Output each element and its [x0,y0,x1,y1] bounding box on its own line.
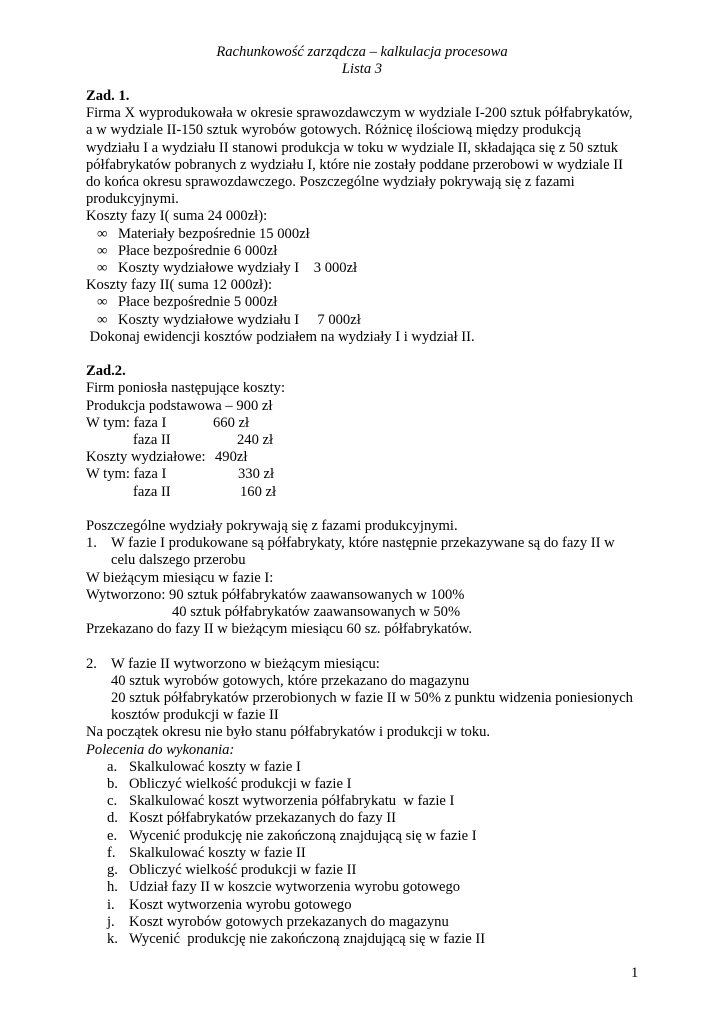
paragraph-line: Firm poniosła następujące koszty: [86,380,286,397]
task-letter: d. [107,810,118,827]
cost-label: W tym: faza I [86,466,167,483]
paragraph-line: W bieżącym miesiącu w fazie I: [86,569,274,586]
paragraph-line: kosztów produkcji w fazie II [111,707,279,724]
cost-row [86,432,646,449]
task-list-item [86,862,646,879]
list-item-text: Materiały bezpośrednie 15 000zł [118,225,310,242]
paragraph-line: do końca okresu sprawozdawczego. Poszczególne wydziały pokrywają się z fazami [86,174,575,191]
task-text: Obliczyć wielkość produkcji w fazie II [129,862,357,879]
task-letter: a. [107,758,118,775]
task-letter: b. [107,776,118,793]
cost-value: 490zł [215,449,248,466]
task-text: Udział fazy II w koszcie wytworzenia wyrobu gotowego [129,879,461,896]
task-letter: g. [107,862,118,879]
task-list-item [86,793,646,810]
infinity-bullet-icon: ∞ [97,225,108,242]
task-text: Skalkulować koszty w fazie II [129,844,306,861]
phase-1-costs-heading: Koszty fazy I( suma 24 000zł): [86,208,268,225]
task-list-item [86,879,646,896]
cost-row [86,484,646,501]
task-list-item [86,810,646,827]
cost-value: 160 zł [240,483,277,500]
cost-label: faza II [133,432,171,449]
paragraph-line: Firma X wyprodukowała w okresie sprawozdawczym w wydziale I-200 sztuk półfabrykatów, [86,105,633,122]
list-item [86,260,646,277]
list-item [86,312,646,329]
list-item-text: Koszty wydziałowe wydziału I 7 000zł [118,311,361,328]
paragraph-line: a w wydziale II-150 sztuk wyrobów gotowych. Różnicę ilościową między produkcją [86,122,581,139]
cost-row [86,415,646,432]
cost-label: W tym: faza I [86,414,167,431]
cost-row [86,466,646,483]
page-header [0,44,724,78]
list-item-text: Płace bezpośrednie 6 000zł [118,242,278,259]
task-letter: e. [107,827,118,844]
task-letter: f. [107,844,116,861]
paragraph-line: Poszczególne wydziały pokrywają się z fazami produkcyjnymi. [86,518,458,535]
task-text: Koszt wytworzenia wyrobu gotowego [129,896,352,913]
item-text: W fazie II wytworzono w bieżącym miesiącu: [111,655,380,672]
task-letter: k. [107,930,118,947]
cost-label: faza II [133,483,171,500]
task-list-item [86,776,646,793]
task-letter: h. [107,879,118,896]
infinity-bullet-icon: ∞ [97,311,108,328]
task-list-item [86,914,646,931]
spacer [86,501,646,518]
paragraph-line: produkcyjnymi. [86,191,179,208]
infinity-bullet-icon: ∞ [97,242,108,259]
task-list [86,759,646,948]
document-body [86,88,646,948]
paragraph-line: 20 sztuk półfabrykatów przerobionych w fazie II w 50% z punktu widzenia poniesionych [111,690,633,707]
document-title: Rachunkowość zarządcza – kalkulacja procesowa [216,44,508,60]
task-text: Obliczyć wielkość produkcji w fazie I [129,776,352,793]
task-text: Skalkulować koszty w fazie I [129,758,301,775]
paragraph-line: wydziału I a wydziału II stanowi produkcja w toku w wydziale II, składająca się z 50 sztuk [86,139,619,156]
cost-label: Koszty wydziałowe: [86,449,206,466]
list-item [86,243,646,260]
cost-value: 660 zł [213,414,250,431]
paragraph-line: Wytworzono: 90 sztuk półfabrykatów zaawansowanych w 100% [86,586,465,603]
infinity-bullet-icon: ∞ [97,294,108,311]
paragraph-line: 40 sztuk półfabrykatów zaawansowanych w 50% [172,604,461,621]
task-text: Skalkulować koszt wytworzenia półfabrykatu w fazie I [129,793,455,810]
document-subtitle: Lista 3 [341,61,383,78]
task-text: Koszt półfabrykatów przekazanych do fazy II [129,810,397,827]
task-text: Wycenić produkcję nie zakończoną znajdującą się w fazie II [129,930,486,947]
paragraph-line: półfabrykatów pobranych z wydziału I, które nie zostały poddane przerobowi w wydziale II [86,156,623,173]
task-letter: j. [107,913,115,930]
task-letter: i. [107,896,115,913]
paragraph-line: Przekazano do fazy II w bieżącym miesiącu 60 sz. półfabrykatów. [86,621,473,638]
task-letter: c. [107,793,118,810]
item-number: 2. [86,655,97,672]
task-text: Koszt wyrobów gotowych przekazanych do magazynu [129,913,449,930]
page-number: 1 [631,965,639,981]
paragraph-line: Na początek okresu nie było stanu półfabrykatów i produkcji w toku. [86,724,491,741]
task-1-heading: Zad. 1. [86,88,130,104]
task-list-item [86,845,646,862]
numbered-item [86,656,646,673]
item-number: 1. [86,535,97,552]
cost-row [86,449,646,466]
list-item [86,294,646,311]
list-item-text: Płace bezpośrednie 5 000zł [118,294,278,311]
numbered-item [86,535,646,569]
infinity-bullet-icon: ∞ [97,260,108,277]
task-list-item [86,931,646,948]
item-text: celu dalszego przerobu [111,552,246,569]
task-text: Wycenić produkcję nie zakończoną znajdującą się w fazie I [129,827,477,844]
task-list-item [86,897,646,914]
phase-2-costs-heading: Koszty fazy II( suma 12 000zł): [86,277,273,294]
list-item [86,226,646,243]
spacer [86,638,646,655]
cost-value: 240 zł [237,432,274,449]
spacer [86,346,646,363]
task-list-item [86,828,646,845]
list-item-text: Koszty wydziałowe wydziały I 3 000zł [118,260,358,277]
task-list-item [86,759,646,776]
paragraph-line: 40 sztuk wyrobów gotowych, które przekazano do magazynu [111,672,470,689]
cost-value: 330 zł [238,466,275,483]
instructions-heading: Polecenia do wykonania: [86,741,235,758]
task-2-heading: Zad.2. [86,363,126,380]
item-text: W fazie I produkowane są półfabrykaty, które następnie przekazywane są do fazy II w [111,535,615,552]
task-1-instruction: Dokonaj ewidencji kosztów podziałem na wydziały I i wydział II. [86,328,475,345]
paragraph-line: Produkcja podstawowa – 900 zł [86,397,273,414]
